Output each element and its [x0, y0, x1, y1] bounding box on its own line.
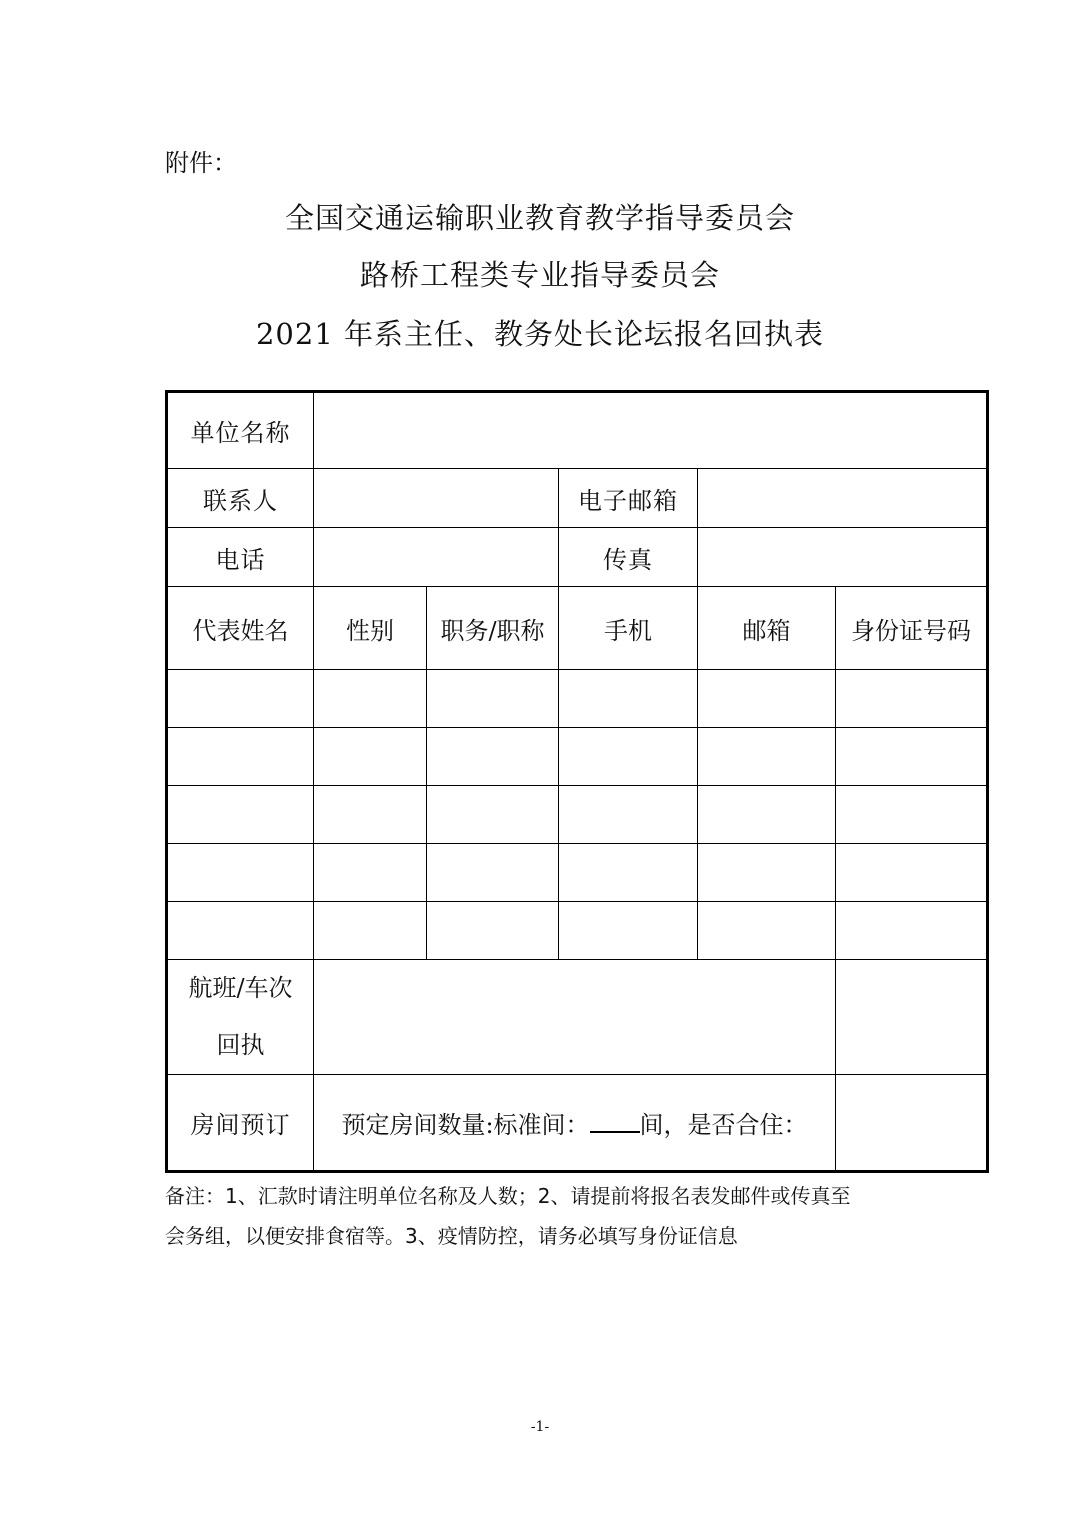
name-cell[interactable] — [167, 902, 314, 960]
column-header-position: 职务/职称 — [427, 587, 559, 670]
flight-label — [167, 960, 314, 1075]
representative-row — [167, 728, 988, 786]
gender-cell[interactable] — [314, 902, 427, 960]
room-text-suffix: 间，是否合住： — [639, 1111, 808, 1139]
email-cell[interactable] — [698, 844, 836, 902]
room-text-prefix: 预定房间数量:标准间： — [341, 1111, 590, 1139]
email-cell[interactable] — [698, 728, 836, 786]
representative-row — [167, 670, 988, 728]
notes — [165, 1176, 965, 1256]
registration-form-table — [165, 390, 989, 1173]
contact-field[interactable] — [314, 469, 559, 528]
representative-row — [167, 844, 988, 902]
mobile-cell[interactable] — [559, 844, 698, 902]
flight-label-line1: 航班/车次 — [188, 974, 293, 1002]
mobile-cell[interactable] — [559, 786, 698, 844]
fax-label: 传真 — [559, 528, 698, 587]
room-label: 房间预订 — [167, 1075, 314, 1172]
flight-row — [167, 960, 988, 1075]
contact-row — [167, 469, 988, 528]
position-cell[interactable] — [427, 844, 559, 902]
position-cell[interactable] — [427, 786, 559, 844]
title-line-2: 路桥工程类专业指导委员会 — [359, 258, 720, 292]
unit-name-row — [167, 392, 988, 469]
phone-label: 电话 — [167, 528, 314, 587]
gender-cell[interactable] — [314, 844, 427, 902]
id-number-cell[interactable] — [836, 902, 988, 960]
representative-row — [167, 902, 988, 960]
title-line-3: 2021 年系主任、教务处长论坛报名回执表 — [255, 317, 825, 351]
email-label: 电子邮箱 — [559, 469, 698, 528]
attachment-label: 附件： — [165, 149, 237, 177]
title-line-1: 全国交通运输职业教育教学指导委员会 — [284, 201, 795, 235]
column-header-mobile: 手机 — [559, 587, 698, 670]
id-number-cell[interactable] — [836, 728, 988, 786]
gender-cell[interactable] — [314, 728, 427, 786]
room-extra-field[interactable] — [836, 1075, 988, 1172]
representative-row — [167, 786, 988, 844]
column-header-gender: 性别 — [314, 587, 427, 670]
column-header-name: 代表姓名 — [167, 587, 314, 670]
phone-field[interactable] — [314, 528, 559, 587]
name-cell[interactable] — [167, 728, 314, 786]
id-number-cell[interactable] — [836, 786, 988, 844]
column-header-id-number: 身份证号码 — [836, 587, 988, 670]
mobile-cell[interactable] — [559, 902, 698, 960]
position-cell[interactable] — [427, 728, 559, 786]
mobile-cell[interactable] — [559, 670, 698, 728]
mobile-cell[interactable] — [559, 728, 698, 786]
fax-field[interactable] — [698, 528, 988, 587]
id-number-cell[interactable] — [836, 844, 988, 902]
email-cell[interactable] — [698, 786, 836, 844]
room-booking-field[interactable] — [314, 1075, 836, 1172]
contact-label: 联系人 — [167, 469, 314, 528]
room-count-blank[interactable] — [590, 1109, 640, 1133]
room-row — [167, 1075, 988, 1172]
column-header-email: 邮箱 — [698, 587, 836, 670]
id-number-cell[interactable] — [836, 670, 988, 728]
phone-row — [167, 528, 988, 587]
note-line-1: 备注：1、汇款时请注明单位名称及人数；2、请提前将报名表发邮件或传真至 — [165, 1184, 851, 1208]
flight-label-line2: 回执 — [216, 1031, 265, 1059]
name-cell[interactable] — [167, 670, 314, 728]
email-cell[interactable] — [698, 670, 836, 728]
gender-cell[interactable] — [314, 670, 427, 728]
page-number: -1- — [530, 1419, 550, 1435]
gender-cell[interactable] — [314, 786, 427, 844]
email-field[interactable] — [698, 469, 988, 528]
name-cell[interactable] — [167, 786, 314, 844]
unit-name-label: 单位名称 — [167, 392, 314, 469]
name-cell[interactable] — [167, 844, 314, 902]
position-cell[interactable] — [427, 902, 559, 960]
flight-extra-field[interactable] — [836, 960, 988, 1075]
note-line-2: 会务组，以便安排食宿等。3、疫情防控，请务必填写身份证信息 — [165, 1224, 738, 1248]
position-cell[interactable] — [427, 670, 559, 728]
representative-header-row — [167, 587, 988, 670]
email-cell[interactable] — [698, 902, 836, 960]
unit-name-field[interactable] — [314, 392, 988, 469]
flight-field[interactable] — [314, 960, 836, 1075]
